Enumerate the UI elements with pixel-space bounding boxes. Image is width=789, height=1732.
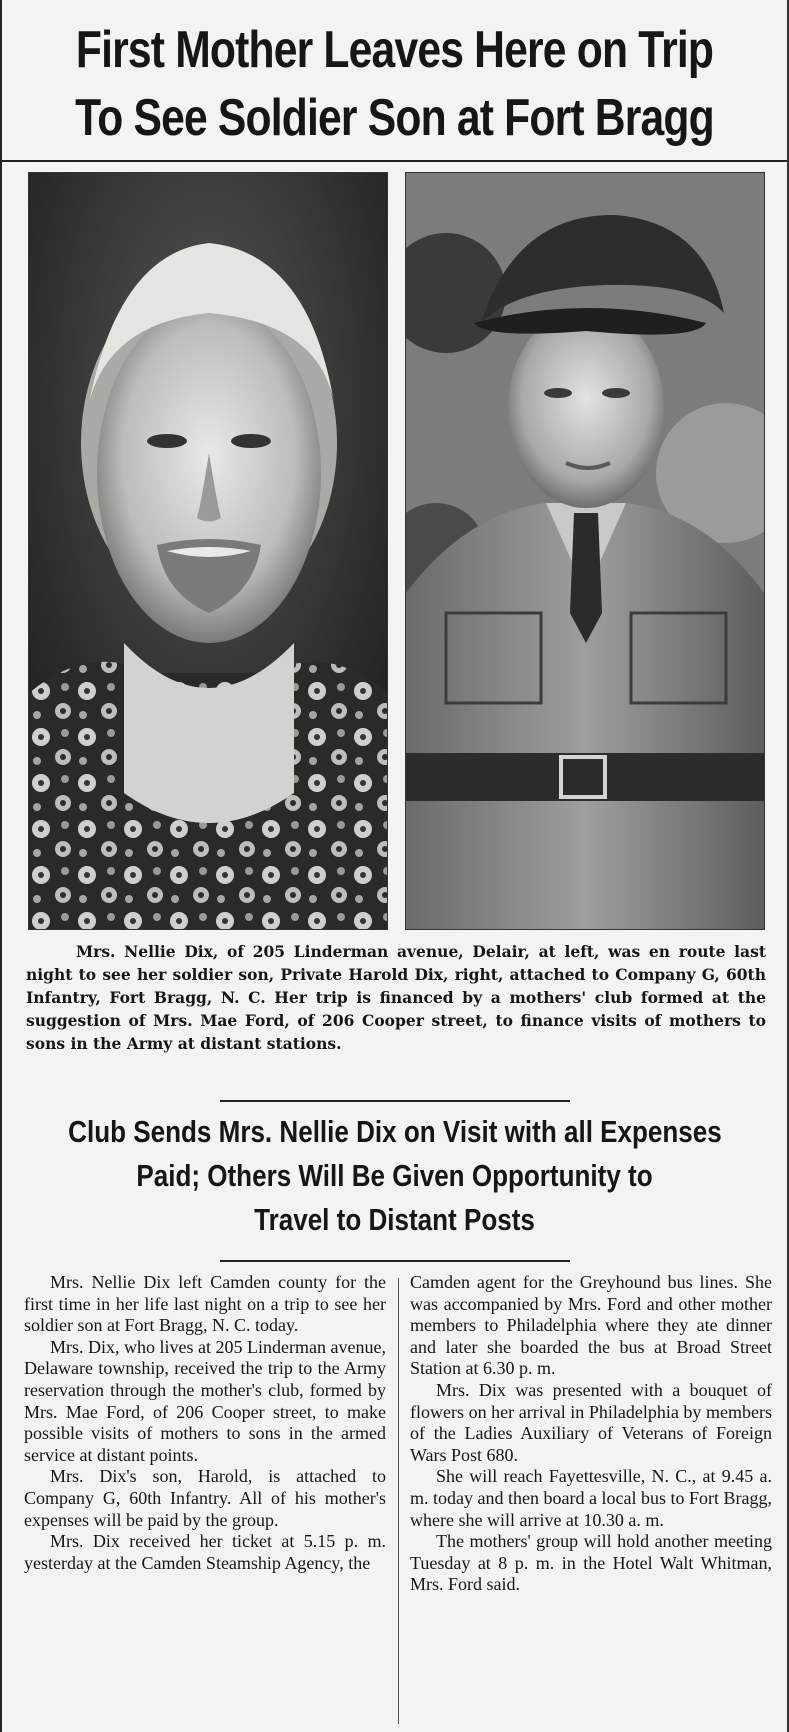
headline-line-1: First Mother Leaves Here on Trip bbox=[75, 21, 714, 79]
column-divider bbox=[398, 1278, 399, 1724]
article-paragraph: Mrs. Dix's son, Harold, is attached to Company G, 60th Infantry. All of his mother's expenses will be paid by the group. bbox=[24, 1466, 386, 1530]
photo-soldier bbox=[405, 172, 765, 930]
headline-box bbox=[2, 0, 787, 162]
photo-caption: Mrs. Nellie Dix, of 205 Linderman avenue, Delair, at left, was en route last night to see her soldier son, Private Harold Dix, right, attached to Company G, 60th Infantry, Fort Bragg, N. C. Her trip is financed by a mothers' club formed at the suggestion of Mrs. Mae Ford, of 206 Cooper street, to finance visits of mothers to sons in the Army at distant stations. bbox=[26, 942, 766, 1053]
photo-mother bbox=[28, 172, 388, 930]
portrait-soldier-image bbox=[406, 173, 764, 929]
subheadline bbox=[6, 1110, 783, 1242]
article-paragraph: Camden agent for the Greyhound bus lines. She was accompanied by Mrs. Ford and other mother members to Philadelphia where they ate dinner and later she boarded the bus at Broad Street Station at 6.30 p. m. bbox=[410, 1272, 772, 1379]
article-column-left bbox=[24, 1272, 386, 1574]
headline-line-2: To See Soldier Son at Fort Bragg bbox=[75, 89, 714, 147]
article-paragraph: Mrs. Dix was presented with a bouquet of flowers on her arrival in Philadelphia by members of the Ladies Auxiliary of Veterans of Foreign Wars Post 680. bbox=[410, 1379, 772, 1465]
article-column-right bbox=[410, 1272, 772, 1596]
article-paragraph: Mrs. Nellie Dix left Camden county for the first time in her life last night on a trip to see her soldier son at Fort Bragg, N. C. today. bbox=[24, 1272, 386, 1336]
subheadline-line-3: Travel to Distant Posts bbox=[254, 1202, 535, 1237]
portrait-woman-image bbox=[29, 173, 387, 929]
subheadline-line-1: Club Sends Mrs. Nellie Dix on Visit with all Expenses bbox=[68, 1114, 722, 1149]
subheadline-line-2: Paid; Others Will Be Given Opportunity to bbox=[136, 1158, 653, 1193]
article-paragraph: The mothers' group will hold another meeting Tuesday at 8 p. m. in the Hotel Walt Whitman, Mrs. Ford said. bbox=[410, 1531, 772, 1595]
divider-rule-top bbox=[220, 1100, 570, 1102]
divider-rule-bottom bbox=[220, 1260, 570, 1262]
article-paragraph: Mrs. Dix received her ticket at 5.15 p. m. yesterday at the Camden Steamship Agency, the bbox=[24, 1531, 386, 1573]
article-paragraph: Mrs. Dix, who lives at 205 Linderman avenue, Delaware township, received the trip to the Army reservation through the mother's club, formed by Mrs. Mae Ford, of 206 Cooper street, to make possible visits of mothers to sons in the armed service at distant points. bbox=[24, 1336, 386, 1465]
headline bbox=[73, 0, 717, 152]
article-paragraph: She will reach Fayettesville, N. C., at 9.45 a. m. today and then board a local bus to Fort Bragg, where she will arrive at 10.30 a. m. bbox=[410, 1466, 772, 1530]
